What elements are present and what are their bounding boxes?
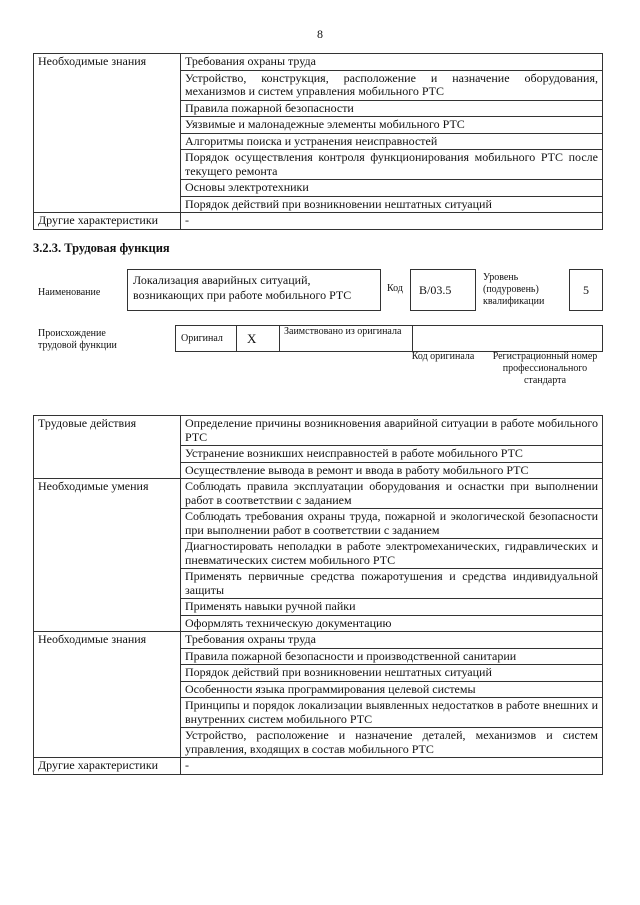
code-original-caption: Код оригинала — [411, 351, 475, 362]
row-label: Необходимые знания — [34, 632, 181, 758]
table-row — [34, 213, 603, 230]
original-label: Оригинал — [181, 333, 223, 344]
table-row — [34, 758, 603, 775]
table-row — [34, 632, 603, 649]
row-item: Устранение возникших неисправностей в работе мобильного РТС — [181, 446, 603, 463]
borrowed-label: Заимствовано из оригинала — [284, 326, 402, 337]
name-label: Наименование — [38, 287, 101, 298]
row-item: Требования охраны труда — [181, 632, 603, 649]
row-item: Соблюдать правила эксплуатации оборудования и оснастки при выполнении работ в соответствии с заданием — [181, 479, 603, 509]
row-label: Необходимые умения — [34, 479, 181, 632]
row-item: - — [181, 213, 603, 230]
code-box — [410, 269, 476, 311]
function-details-table — [33, 415, 603, 775]
origin-label: Происхождение трудовой функции — [38, 328, 117, 351]
level-label: Уровень (подуровень) квалификации — [483, 272, 545, 307]
row-item: Соблюдать требования охраны труда, пожарной и экологической безопасности при выполнении работ в соответствии с заданием — [181, 509, 603, 539]
row-item: Порядок действий при возникновении нештатных ситуаций — [181, 196, 603, 213]
table-row — [34, 416, 603, 446]
row-item: Осуществление вывода в ремонт и ввода в работу мобильного РТС — [181, 462, 603, 479]
row-item: Диагностировать неполадки в работе электромеханических, гидравлических и пневматических систем мобильного РТС — [181, 539, 603, 569]
code-value: B/03.5 — [419, 283, 452, 297]
row-item: - — [181, 758, 603, 775]
row-item: Правила пожарной безопасности — [181, 100, 603, 117]
row-item: Требования охраны труда — [181, 54, 603, 71]
row-item: Особенности языка программирования целевой системы — [181, 681, 603, 698]
original-mark: X — [247, 331, 257, 346]
row-item: Основы электротехники — [181, 180, 603, 197]
table-row — [34, 54, 603, 71]
row-item: Устройство, расположение и назначение деталей, механизмов и систем управления, входящих в состав мобильного РТС — [181, 728, 603, 758]
row-label: Трудовые действия — [34, 416, 181, 479]
row-item: Применять первичные средства пожаротушения и средства индивидуальной защиты — [181, 569, 603, 599]
level-value: 5 — [583, 283, 589, 297]
row-label: Необходимые знания — [34, 54, 181, 213]
row-label: Другие характеристики — [34, 758, 181, 775]
section-heading: 3.2.3. Трудовая функция — [33, 241, 170, 255]
row-item: Порядок осуществления контроля функционирования мобильного РТС после текущего ремонта — [181, 150, 603, 180]
code-label: Код — [387, 283, 403, 294]
table-row — [34, 479, 603, 509]
row-item: Устройство, конструкция, расположение и назначение оборудования, механизмов и систем управления мобильного РТС — [181, 70, 603, 100]
row-item: Порядок действий при возникновении нештатных ситуаций — [181, 665, 603, 682]
page-number: 8 — [317, 27, 323, 41]
row-item: Алгоритмы поиска и устранения неисправностей — [181, 133, 603, 150]
reg-number-caption: Регистрационный номер профессионального стандарта — [492, 351, 598, 386]
row-item: Уязвимые и малонадежные элементы мобильного РТС — [181, 117, 603, 134]
row-item: Применять навыки ручной пайки — [181, 599, 603, 616]
row-item: Оформлять техническую документацию — [181, 615, 603, 632]
function-name: Локализация аварийных ситуаций, возникающих при работе мобильного РТС — [133, 273, 352, 302]
row-item: Определение причины возникновения аварийной ситуации в работе мобильного РТС — [181, 416, 603, 446]
row-item: Правила пожарной безопасности и производственной санитарии — [181, 648, 603, 665]
row-label: Другие характеристики — [34, 213, 181, 230]
level-box — [569, 269, 603, 311]
knowledge-table-continued — [33, 53, 603, 230]
function-name-box — [127, 269, 381, 311]
row-item: Принципы и порядок локализации выявленных недостатков в работе внешних и внутренних систем мобильного РТС — [181, 698, 603, 728]
